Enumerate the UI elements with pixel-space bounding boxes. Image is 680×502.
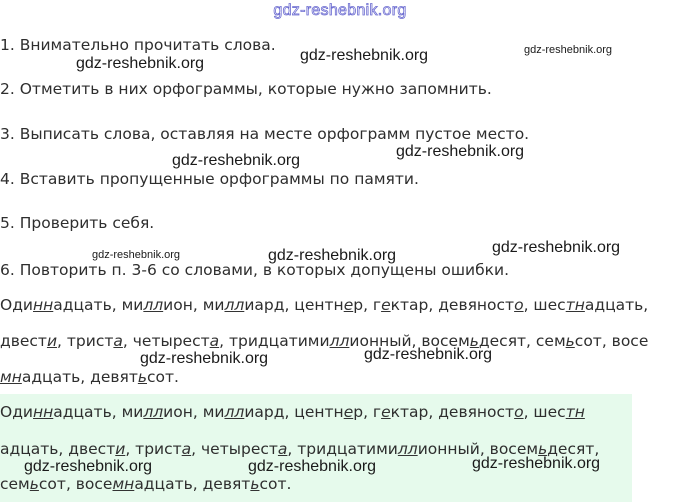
answer-line [0,403,585,421]
orthogram-mark: а [181,440,192,458]
answer-text: сот. [147,368,179,386]
step-4: 4. Вставить пропущенные орфограммы по памяти. [0,170,419,188]
answer-line [0,475,291,493]
answer-text: р, г [353,296,382,314]
answer-text: сот, восе [38,475,113,493]
answer-text: адцать, [584,296,649,314]
watermark-text: gdz-reshebnik.org [396,143,525,160]
answer-line [0,332,648,350]
orthogram-mark: а [209,332,220,350]
orthogram-mark: а [277,440,288,458]
orthogram-mark: и [115,440,126,458]
answer-text: , шес [523,296,566,314]
answer-text: , трист [125,440,182,458]
orthogram-mark: тн [565,296,585,314]
orthogram-mark: нн [33,296,54,314]
watermark-text: gdz-reshebnik.org [492,239,621,256]
watermark-text: gdz-reshebnik.org [524,44,613,56]
watermark-text: gdz-reshebnik.org [268,247,397,264]
answer-text: ионный, восем [417,440,539,458]
step-6: 6. Повторить п. 3-6 со словами, в которых допущены ошибки. [0,261,510,279]
orthogram-mark: мн [112,475,135,493]
answer-text: иард, центн [244,296,344,314]
orthogram-mark: ь [565,332,575,350]
step-3: 3. Выписать слова, оставляя на месте орфограмм пустое место. [0,125,530,143]
answer-text: адцать, девят [21,368,138,386]
watermark-text: gdz-reshebnik.org [24,458,153,475]
site-watermark-header: gdz-reshebnik.org [273,2,407,19]
orthogram-mark: е [343,296,354,314]
answer-text: ктар, девяност [390,296,515,314]
answer-text: двест [0,332,47,350]
orthogram-mark: е [343,403,354,421]
answer-text: ктар, девяност [390,403,515,421]
orthogram-mark: е [381,296,391,314]
orthogram-mark: е [381,403,391,421]
step-2: 2. Отметить в них орфограммы, которые нужно запомнить. [0,80,492,98]
answer-text: р, г [353,403,382,421]
answer-text: адцать, ми [53,403,144,421]
watermark-text: gdz-reshebnik.org [248,458,377,475]
step-1: 1. Внимательно прочитать слова. [0,36,276,54]
orthogram-mark: лл [143,296,164,314]
answer-text: , четырест [191,440,278,458]
answer-text: адцать, девят [134,475,251,493]
answer-text: десят, [547,440,600,458]
answer-text: ион, ми [163,403,225,421]
step-5: 5. Проверить себя. [0,214,155,232]
orthogram-mark: лл [224,403,245,421]
orthogram-mark: лл [224,296,245,314]
orthogram-mark: нн [33,403,54,421]
watermark-text: gdz-reshebnik.org [140,350,269,367]
orthogram-mark: ь [137,368,147,386]
answer-line [0,368,179,386]
answer-text: сот, восе [574,332,649,350]
answer-line [0,296,648,314]
orthogram-mark: ь [29,475,39,493]
orthogram-mark: ь [538,440,548,458]
orthogram-mark: а [113,332,123,350]
answer-text: десят, сем [478,332,566,350]
watermark-text: gdz-reshebnik.org [300,47,429,64]
orthogram-mark: лл [143,403,164,421]
answer-text: Оди [0,296,33,314]
answer-text: сот. [259,475,292,493]
answer-text: , четырест [122,332,210,350]
answer-text: , трист [57,332,114,350]
orthogram-mark: и [46,332,58,350]
orthogram-mark: лл [397,440,418,458]
watermark-text: gdz-reshebnik.org [472,455,601,472]
answer-text: Оди [0,403,33,421]
answer-text: адцать, ми [53,296,144,314]
answer-text: , шес [523,403,566,421]
answer-text: ион, ми [163,296,225,314]
answer-text: адцать, двест [0,440,116,458]
answer-text: иард, центн [244,403,344,421]
answer-text: , тридцатими [219,332,330,350]
orthogram-mark: лл [329,332,350,350]
answer-text: сем [0,475,30,493]
orthogram-mark: тн [565,403,585,421]
orthogram-mark: о [514,403,524,421]
answer-text: ионный, восем [349,332,470,350]
orthogram-mark: ь [250,475,260,493]
watermark-text: gdz-reshebnik.org [172,152,301,169]
orthogram-mark: мн [0,368,22,386]
orthogram-mark: ь [469,332,479,350]
answer-text: , тридцатими [287,440,398,458]
watermark-text: gdz-reshebnik.org [364,346,493,363]
orthogram-mark: о [514,296,524,314]
watermark-text: gdz-reshebnik.org [76,55,205,72]
watermark-text: gdz-reshebnik.org [92,249,181,261]
